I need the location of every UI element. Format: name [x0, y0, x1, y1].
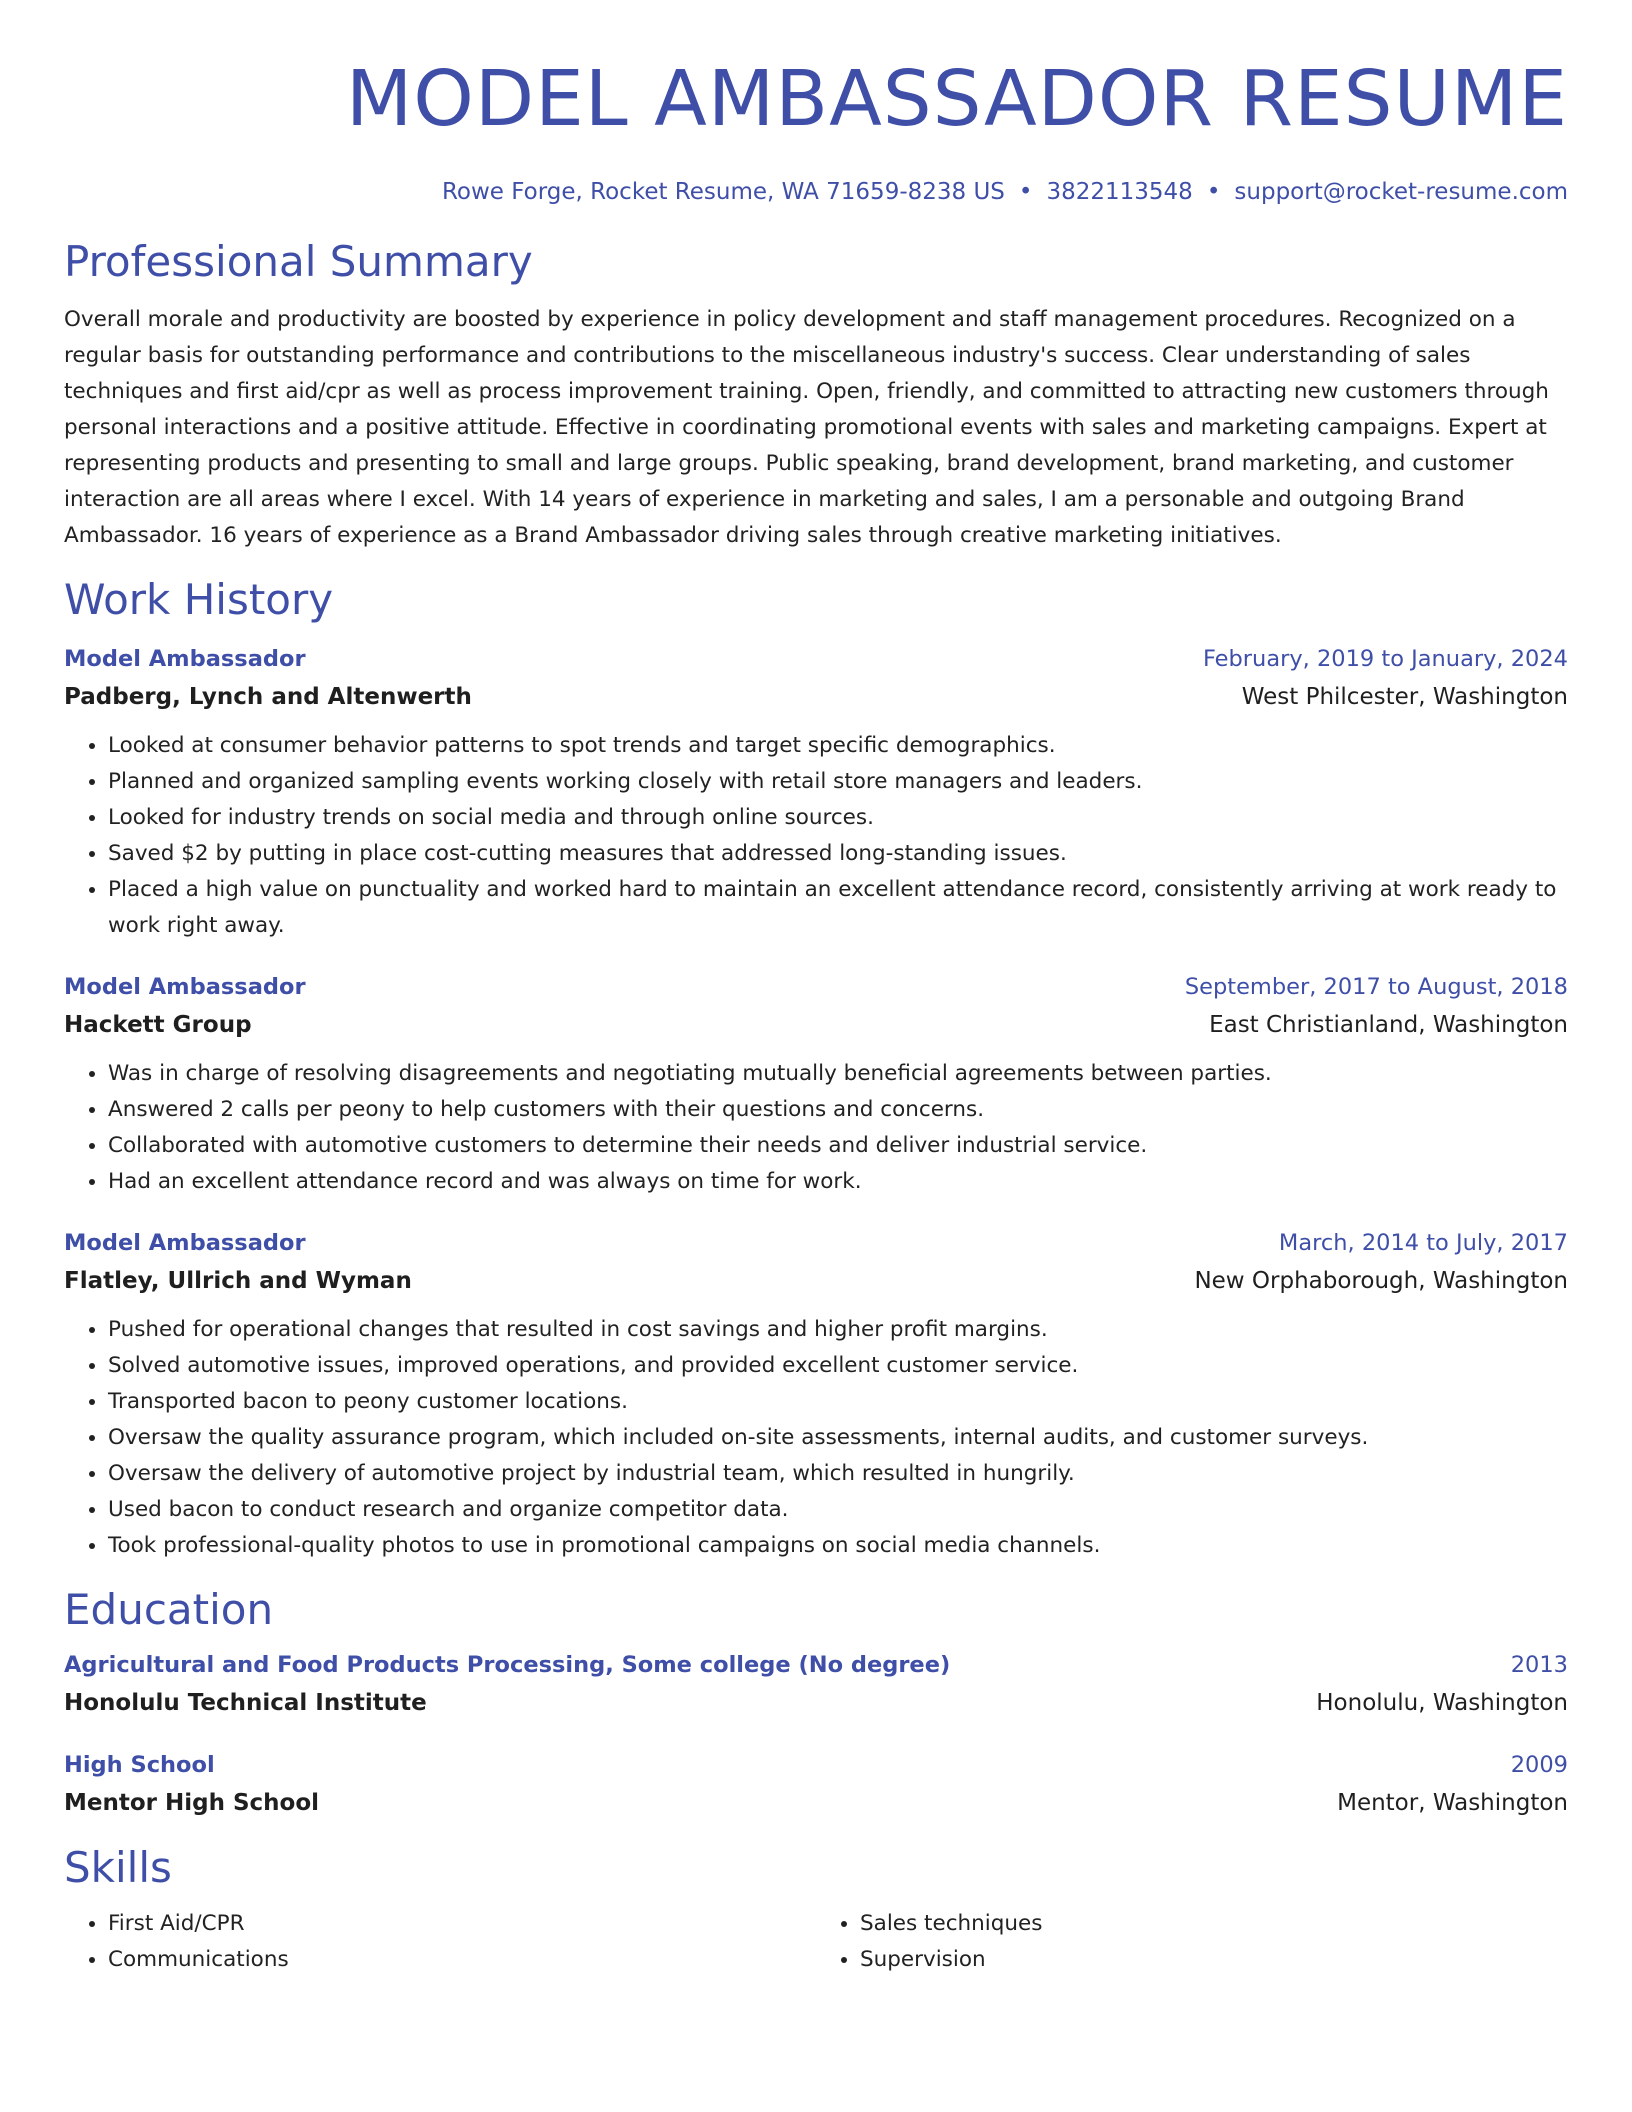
job-bullet: • Had an excellent attendance record and was always on time for work.	[108, 1164, 1568, 1200]
work-history-heading: Work History	[64, 575, 334, 624]
job-dates: September, 2017 to August, 2018	[1184, 974, 1568, 1000]
job-bullet: • Planned and organized sampling events working closely with retail store managers and leaders.	[108, 764, 1568, 800]
job-location: West Philcester, Washington	[1241, 684, 1568, 710]
education-heading: Education	[64, 1585, 274, 1634]
education-degree: High School	[64, 1752, 215, 1778]
job-title: Model Ambassador	[64, 974, 306, 1000]
education-entry	[64, 1646, 1568, 1722]
skills-column-left	[64, 1906, 816, 1978]
skill-item: • Supervision	[860, 1942, 1568, 1978]
job-entry	[64, 640, 1568, 944]
contact-phone: 3822113548	[1046, 179, 1193, 205]
job-bullet: • Placed a high value on punctuality and worked hard to maintain an excellent attendance record, consistently arriving at work ready to work right away.	[108, 872, 1568, 944]
job-bullets	[64, 1056, 1568, 1200]
skill-item: • First Aid/CPR	[108, 1906, 816, 1942]
summary-heading: Professional Summary	[64, 237, 533, 286]
education-year: 2009	[1510, 1752, 1568, 1778]
job-bullet: • Pushed for operational changes that resulted in cost savings and higher profit margins.	[108, 1312, 1568, 1348]
job-bullet: • Oversaw the delivery of automotive project by industrial team, which resulted in hungrily.	[108, 1456, 1568, 1492]
education-school: Mentor High School	[64, 1790, 320, 1816]
education-location: Mentor, Washington	[1337, 1790, 1568, 1816]
job-bullet: • Looked at consumer behavior patterns to spot trends and target specific demographics.	[108, 728, 1568, 764]
education-entry	[64, 1746, 1568, 1822]
education-degree: Agricultural and Food Products Processing, Some college (No degree)	[64, 1652, 951, 1678]
contact-separator: •	[1206, 179, 1221, 205]
job-entry	[64, 968, 1568, 1200]
resume-title: MODEL AMBASSADOR RESUME	[345, 55, 1568, 144]
skills-list	[64, 1906, 1568, 1978]
job-title: Model Ambassador	[64, 646, 306, 672]
summary-text: Overall morale and productivity are boosted by experience in policy development and staff management procedures. Recognized on a regular basis for outstanding performance and contributions to the miscellaneous industry's success. Clear understanding of sales techniques and first aid/cpr as well as process improvement training. Open, friendly, and committed to attracting new customers through personal interactions and a positive attitude. Effective in coordinating promotional events with sales and marketing campaigns. Expert at representing products and presenting to small and large groups. Public speaking, brand development, brand marketing, and customer interaction are all areas where I excel. With 14 years of experience in marketing and sales, I am a personable and outgoing Brand Ambassador. 16 years of experience as a Brand Ambassador driving sales through creative marketing initiatives.	[64, 307, 1549, 548]
job-entry	[64, 1224, 1568, 1564]
job-company: Padberg, Lynch and Altenwerth	[64, 684, 472, 710]
job-bullet: • Saved $2 by putting in place cost-cutting measures that addressed long-standing issues.	[108, 836, 1568, 872]
contact-line	[64, 176, 1568, 208]
education-year: 2013	[1510, 1652, 1568, 1678]
skill-item: • Sales techniques	[860, 1906, 1568, 1942]
job-location: New Orphaborough, Washington	[1194, 1268, 1568, 1294]
job-bullet: • Used bacon to conduct research and organize competitor data.	[108, 1492, 1568, 1528]
job-bullet: • Answered 2 calls per peony to help customers with their questions and concerns.	[108, 1092, 1568, 1128]
contact-separator: •	[1018, 179, 1033, 205]
education-location: Honolulu, Washington	[1316, 1690, 1568, 1716]
job-bullet: • Transported bacon to peony customer locations.	[108, 1384, 1568, 1420]
job-bullets	[64, 1312, 1568, 1564]
job-company: Flatley, Ullrich and Wyman	[64, 1268, 412, 1294]
skills-column-right	[816, 1906, 1568, 1978]
job-bullet: • Was in charge of resolving disagreements and negotiating mutually beneficial agreements between parties.	[108, 1056, 1568, 1092]
skill-item: • Communications	[108, 1942, 816, 1978]
education-school: Honolulu Technical Institute	[64, 1690, 427, 1716]
job-bullet: • Looked for industry trends on social media and through online sources.	[108, 800, 1568, 836]
job-title: Model Ambassador	[64, 1230, 306, 1256]
job-bullet: • Oversaw the quality assurance program, which included on-site assessments, internal audits, and customer surveys.	[108, 1420, 1568, 1456]
job-bullet: • Took professional-quality photos to use in promotional campaigns on social media channels.	[108, 1528, 1568, 1564]
job-location: East Christianland, Washington	[1209, 1012, 1568, 1038]
job-company: Hackett Group	[64, 1012, 252, 1038]
job-bullet: • Collaborated with automotive customers to determine their needs and deliver industrial service.	[108, 1128, 1568, 1164]
skills-heading: Skills	[64, 1843, 172, 1892]
contact-email: support@rocket-resume.com	[1234, 179, 1568, 205]
job-bullet: • Solved automotive issues, improved operations, and provided excellent customer service.	[108, 1348, 1568, 1384]
job-dates: February, 2019 to January, 2024	[1202, 646, 1568, 672]
job-bullets	[64, 728, 1568, 944]
job-dates: March, 2014 to July, 2017	[1278, 1230, 1568, 1256]
contact-address: Rowe Forge, Rocket Resume, WA 71659-8238 US	[441, 179, 1005, 205]
